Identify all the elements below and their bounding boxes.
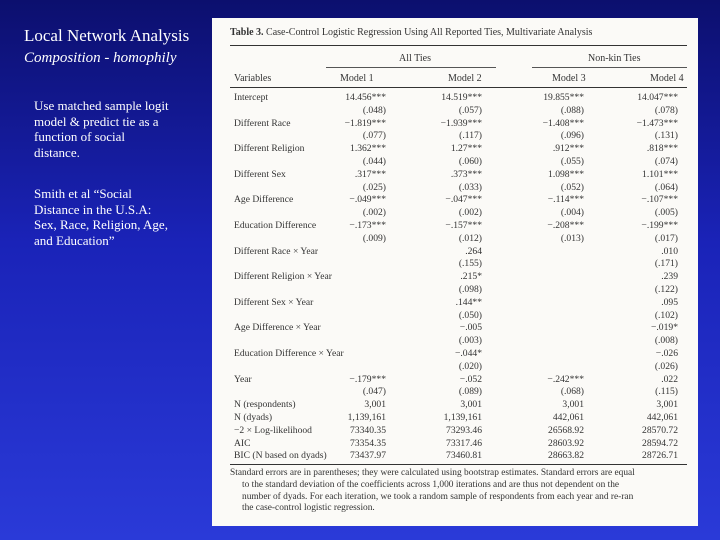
note-line: number of dyads. For each iteration, we took a random sample of respondents from each year and re-ran [242, 491, 634, 502]
table-cell: −.044* [455, 348, 482, 359]
table-cell: (.012) [458, 232, 482, 244]
regression-table-image [212, 18, 698, 526]
table-cell: 1.098*** [548, 168, 584, 180]
table-cell: (.048) [362, 104, 386, 116]
table-cell: (.077) [362, 130, 386, 142]
table-cell: −.005 [459, 322, 482, 334]
slide-subtitle: Composition - homophily [24, 50, 177, 66]
note-line: the case-control logistic regression. [242, 503, 375, 514]
table-cell: −1.473*** [636, 117, 678, 129]
row-label: AIC [234, 437, 251, 449]
table-cell: 73460.81 [446, 450, 482, 462]
table-cell: (.117) [459, 130, 482, 142]
table-cell: (.017) [654, 232, 678, 244]
table-cell: −.052 [459, 373, 482, 385]
rule-bottom [230, 464, 687, 465]
slide-title: Local Network Analysis [24, 26, 190, 45]
rule-top [230, 45, 687, 46]
group-header-all-ties: All Ties [399, 53, 431, 64]
row-label: Different Race [234, 117, 291, 129]
table-caption: Case-Control Logistic Regression Using All Reported Ties, Multivariate Analysis [263, 27, 593, 38]
table-cell: 28570.72 [642, 424, 678, 436]
table-note [230, 468, 687, 515]
table-cell: (.060) [458, 156, 482, 167]
table-cell: (.078) [654, 104, 678, 116]
table-cell: −.157*** [445, 220, 482, 231]
table-cell: 14.519*** [441, 92, 482, 103]
table-cell: .264 [465, 245, 482, 257]
row-label: BIC (N based on dyads) [234, 450, 327, 462]
variables-header: Variables [234, 73, 272, 84]
table-cell: (.047) [362, 386, 386, 398]
group-rule-all [326, 67, 496, 68]
table-cell: 1,139,161 [347, 412, 386, 423]
table-cell: 73354.35 [350, 437, 386, 449]
model-header: Model 4 [650, 73, 684, 84]
group-rule-nonkin [532, 67, 687, 68]
row-label: Education Difference [234, 220, 317, 231]
table-cell: .144** [455, 296, 482, 308]
table-cell: (.155) [458, 258, 482, 270]
table-cell: −.049*** [349, 194, 386, 206]
table-cell: 28603.92 [548, 437, 584, 449]
bullet-item: Use matched sample logit model & predict tie as a function of social distance. [34, 98, 169, 160]
row-label: Different Sex × Year [234, 296, 314, 308]
table-cell: (.020) [458, 360, 482, 372]
table-cell: −.019* [651, 322, 678, 334]
row-label: Different Religion [234, 143, 305, 155]
row-label: Year [234, 373, 252, 385]
table-cell: (.005) [654, 207, 678, 219]
table-cell: (.098) [458, 284, 482, 295]
table-cell: (.002) [458, 207, 482, 219]
table-cell: −.199*** [641, 220, 678, 231]
table-cell: −.026 [655, 348, 678, 359]
table-cell: .095 [661, 296, 678, 308]
table-cell: 1.362*** [350, 143, 386, 155]
row-label: Different Sex [234, 168, 286, 180]
table-cell: −1.408*** [542, 117, 584, 129]
table-cell: (.033) [458, 181, 482, 193]
table-cell: 26568.92 [548, 424, 584, 436]
table-cell: 14.047*** [637, 92, 678, 103]
table-cell: 28726.71 [642, 450, 678, 462]
table-cell: −.114*** [547, 194, 584, 206]
table-title [230, 27, 592, 38]
table-cell: 3,001 [656, 399, 678, 411]
rule-header [230, 87, 687, 88]
table-cell: 28663.82 [548, 450, 584, 462]
table-cell: (.003) [458, 335, 482, 347]
table-cell: .912*** [552, 143, 584, 155]
table-cell: (.008) [654, 335, 678, 347]
row-label: Different Religion × Year [234, 271, 332, 283]
table-cell: (.074) [654, 156, 678, 167]
table-cell: (.089) [458, 386, 482, 398]
bullet-list [34, 98, 174, 274]
row-label: Education Difference × Year [234, 348, 344, 359]
table-cell: 28594.72 [642, 437, 678, 449]
table-cell: .022 [661, 373, 678, 385]
table-cell: 3,001 [562, 399, 584, 411]
table-cell: 3,001 [460, 399, 482, 411]
row-label: Different Race × Year [234, 245, 319, 257]
table-cell: (.025) [362, 181, 386, 193]
table-cell: (.096) [560, 130, 584, 142]
table-cell: 19.855*** [543, 92, 584, 103]
table-cell: −.047*** [445, 194, 482, 206]
table-cell: (.131) [654, 130, 678, 142]
table-cell: −.173*** [349, 220, 386, 231]
table-cell: (.064) [654, 181, 678, 193]
group-header-nonkin-ties: Non-kin Ties [588, 53, 641, 64]
row-label: −2 × Log-likelihood [234, 424, 312, 436]
table-cell: (.013) [560, 232, 584, 244]
table-cell: 1.101*** [642, 168, 678, 180]
table-cell: −.179*** [349, 373, 386, 385]
table-cell: (.115) [655, 386, 678, 398]
table-number: Table 3. [230, 27, 264, 38]
table-cell: −1.819*** [344, 117, 386, 129]
note-line: to the standard deviation of the coefficients across 1,000 iterations and are thus not dependent on the [242, 479, 620, 490]
table-cell: (.088) [560, 104, 584, 116]
table-cell: 73317.46 [446, 437, 482, 449]
table-cell: .818*** [646, 143, 678, 155]
table-cell: (.002) [362, 207, 386, 219]
table-cell: (.068) [560, 386, 584, 398]
model-header: Model 1 [340, 73, 374, 84]
table-cell: (.050) [458, 309, 482, 321]
model-header: Model 2 [448, 73, 482, 84]
row-label: Intercept [234, 92, 269, 103]
row-label: N (respondents) [234, 399, 296, 411]
table-cell: (.009) [362, 232, 386, 244]
table-cell: (.052) [560, 181, 584, 193]
table-cell: (.044) [362, 156, 386, 167]
table-cell: (.004) [560, 207, 584, 219]
table-cell: 1.27*** [450, 143, 482, 155]
table-cell: 14.456*** [345, 92, 386, 103]
table-cell: 73437.97 [350, 450, 386, 462]
table-cell: .373*** [450, 168, 482, 180]
table-cell: (.057) [458, 104, 482, 116]
table-cell: (.122) [654, 284, 678, 295]
bullet-item: Smith et al “Social Distance in the U.S.A: Sex, Race, Religion, Age, and Education” [34, 186, 168, 248]
table-cell: .317*** [354, 168, 386, 180]
row-label: Age Difference [234, 194, 294, 206]
model-header: Model 3 [552, 73, 586, 84]
table-cell: .239 [661, 271, 678, 283]
row-label: Age Difference × Year [234, 322, 321, 334]
table-cell: 73340.35 [350, 424, 386, 436]
table-cell: −.107*** [641, 194, 678, 206]
table-cell: −1.939*** [440, 117, 482, 129]
table-cell: −.242*** [547, 373, 584, 385]
note-line: Standard errors are in parentheses; they were calculated using bootstrap estimates. Standard errors are equal [230, 468, 635, 478]
table-cell: 442,061 [552, 412, 584, 423]
table-cell: 73293.46 [446, 424, 482, 436]
table-cell: (.102) [654, 309, 678, 321]
table-cell: 442,061 [646, 412, 678, 423]
table-cell: .215* [460, 271, 482, 283]
table-cell: (.026) [654, 360, 678, 372]
table-cell: 1,139,161 [443, 412, 482, 423]
table-cell: 3,001 [364, 399, 386, 411]
table-cell: (.171) [654, 258, 678, 270]
row-label: N (dyads) [234, 412, 273, 423]
table-cell: .010 [661, 245, 678, 257]
table-cell: (.055) [560, 156, 584, 167]
table-cell: −.208*** [547, 220, 584, 231]
